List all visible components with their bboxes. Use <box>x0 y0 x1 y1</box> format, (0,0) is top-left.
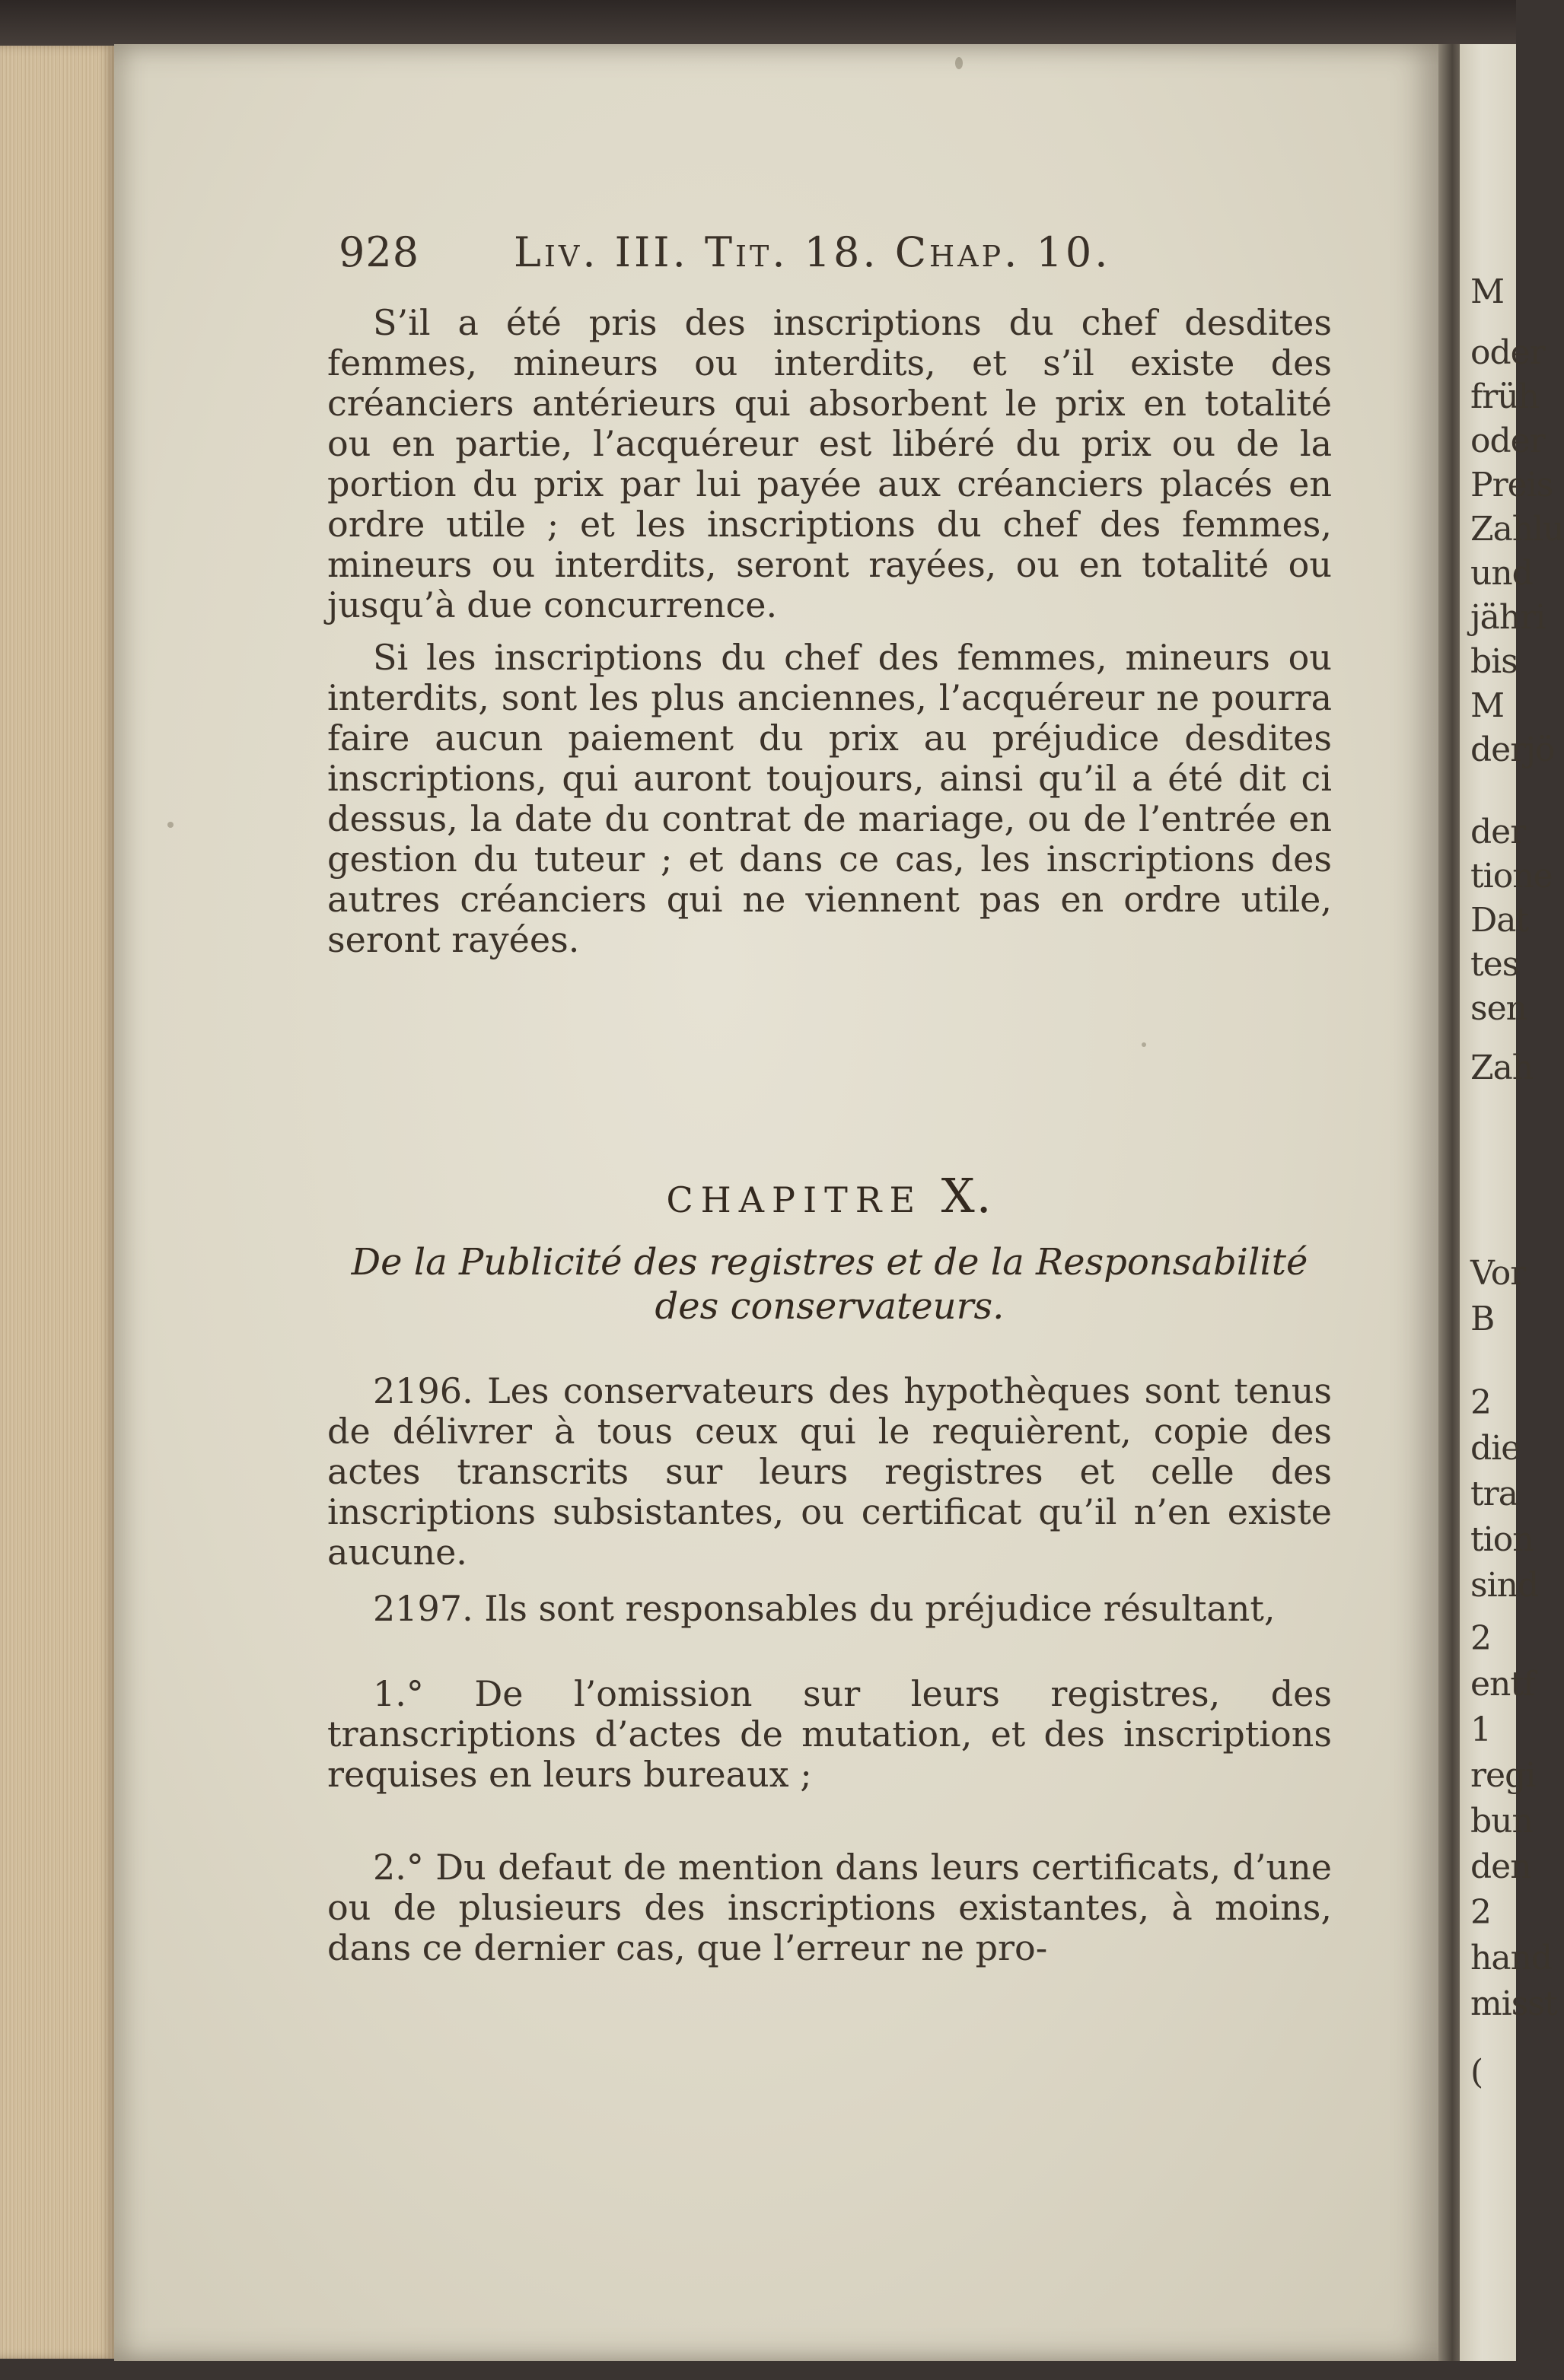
chapter-heading <box>327 1168 1332 1223</box>
item-number: 1.° <box>373 1673 424 1714</box>
adjacent-fragment: B <box>1470 1300 1495 1338</box>
adjacent-fragment: tion <box>1470 1520 1534 1559</box>
paper-speck <box>955 57 963 69</box>
adjacent-fragment: Dat <box>1470 901 1529 940</box>
adjacent-fragment: tione <box>1470 857 1553 896</box>
adjacent-fragment: hand <box>1470 1939 1553 1978</box>
page-number: 928 <box>339 228 420 276</box>
adjacent-fragment: 2 <box>1470 1893 1491 1932</box>
adjacent-fragment: derjö <box>1470 730 1555 769</box>
adjacent-fragment: jähri <box>1470 598 1546 637</box>
chapter-subtitle-line-2: des conservateurs. <box>655 1285 1005 1328</box>
adjacent-page <box>1460 44 1564 2361</box>
adjacent-fragment: 2 <box>1470 1619 1491 1658</box>
article-number: 2197. <box>373 1588 473 1629</box>
article-number: 2196. <box>373 1370 473 1411</box>
paper-speck <box>1142 1042 1146 1047</box>
adjacent-fragment: bun <box>1470 1802 1533 1841</box>
adjacent-fragment: die <box>1470 1429 1521 1468</box>
adjacent-fragment: oder <box>1470 333 1545 372</box>
adjacent-fragment: sind <box>1470 1566 1539 1605</box>
article-2197 <box>327 1589 1332 1629</box>
chapter-subtitle-line-1: De la Publicité des registres et de la Responsabilité <box>351 1241 1308 1284</box>
paragraph-2: Si les inscriptions du chef des femmes, mineurs ou interdits, sont les plus anciennes, l’acquéreur ne pourra faire aucun paiement du prix au préjudice desdites inscriptions, qui auront toujours, ainsi qu’il a été dit ci dessus, la date du contrat de mariage, ou de l’entrée en gestion du tuteur ; et dans ce cas, les inscriptions des autres créanciers qui ne viennent pas en ordre utile, seront rayées. <box>327 637 1332 960</box>
article-text: Ils sont responsables du préjudice résultant, <box>484 1588 1276 1629</box>
adjacent-fragment: den <box>1470 1847 1531 1886</box>
article-2196 <box>327 1371 1332 1573</box>
article-2197-item-2 <box>327 1847 1332 1968</box>
paper-speck <box>167 822 174 828</box>
adjacent-fragment: tra <box>1470 1475 1518 1513</box>
adjacent-fragment: sen <box>1470 989 1527 1028</box>
adjacent-fragment: 1 <box>1470 1710 1491 1749</box>
adjacent-fragment: Zah <box>1470 1048 1534 1087</box>
adjacent-fragment: der <box>1470 813 1526 851</box>
book-page-edges <box>0 46 114 2359</box>
book-gutter <box>1438 44 1461 2361</box>
adjacent-fragment: M <box>1470 686 1505 725</box>
adjacent-fragment: bis <box>1470 642 1518 681</box>
paragraph-1: S’il a été pris des inscriptions du chef desdites femmes, mineurs ou interdits, et s’il existe des créanciers antérieurs qui absorbent le prix en totalité ou en partie, l’acquéreur est libéré du prix ou de la portion du prix par lui payée aux créanciers placés en ordre utile ; et les inscriptions du chef des femmes, mineurs ou interdits, seront rayées, ou en totalité ou jusqu’à due concurrence. <box>327 302 1332 625</box>
item-text: Du defaut de mention dans leurs certificats, d’une ou de plusieurs des inscriptions existantes, à moins, dans ce dernier cas, que l’erreur ne pro- <box>327 1847 1333 1968</box>
adjacent-fragment: und <box>1470 554 1533 593</box>
adjacent-fragment: Preis <box>1470 466 1553 504</box>
adjacent-fragment: misst <box>1470 1984 1557 2023</box>
running-head-title: Liv. III. Tit. 18. Chap. 10. <box>514 228 1111 276</box>
adjacent-fragment: Zahlu <box>1470 510 1564 549</box>
chapter-label: CHAPITRE <box>666 1179 923 1220</box>
chapter-number: X. <box>941 1168 993 1223</box>
adjacent-fragment: M <box>1470 272 1505 311</box>
item-text: De l’omission sur leurs registres, des transcriptions d’actes de mutation, et des inscriptions requises en leurs bureaux ; <box>327 1673 1333 1795</box>
adjacent-fragment: ( <box>1470 2053 1483 2092</box>
article-text: Les conservateurs des hypothèques sont tenus de délivrer à tous ceux qui le requièrent, copie des actes transcrits sur leurs registres et celle des inscriptions subsistantes, ou certificat qu’il n’en existe aucune. <box>327 1370 1332 1573</box>
item-number: 2.° <box>373 1847 424 1888</box>
adjacent-fragment: früh <box>1470 377 1539 416</box>
adjacent-fragment: entf <box>1470 1665 1535 1704</box>
adjacent-fragment: regi <box>1470 1756 1536 1795</box>
adjacent-fragment: Vor <box>1470 1254 1526 1293</box>
adjacent-fragment: 2 <box>1470 1383 1491 1422</box>
adjacent-fragment: oder <box>1470 422 1545 460</box>
chapter-subtitle <box>327 1240 1332 1328</box>
adjacent-fragment: tes <box>1470 945 1519 984</box>
running-head <box>339 228 1161 289</box>
article-2197-item-1 <box>327 1674 1332 1795</box>
